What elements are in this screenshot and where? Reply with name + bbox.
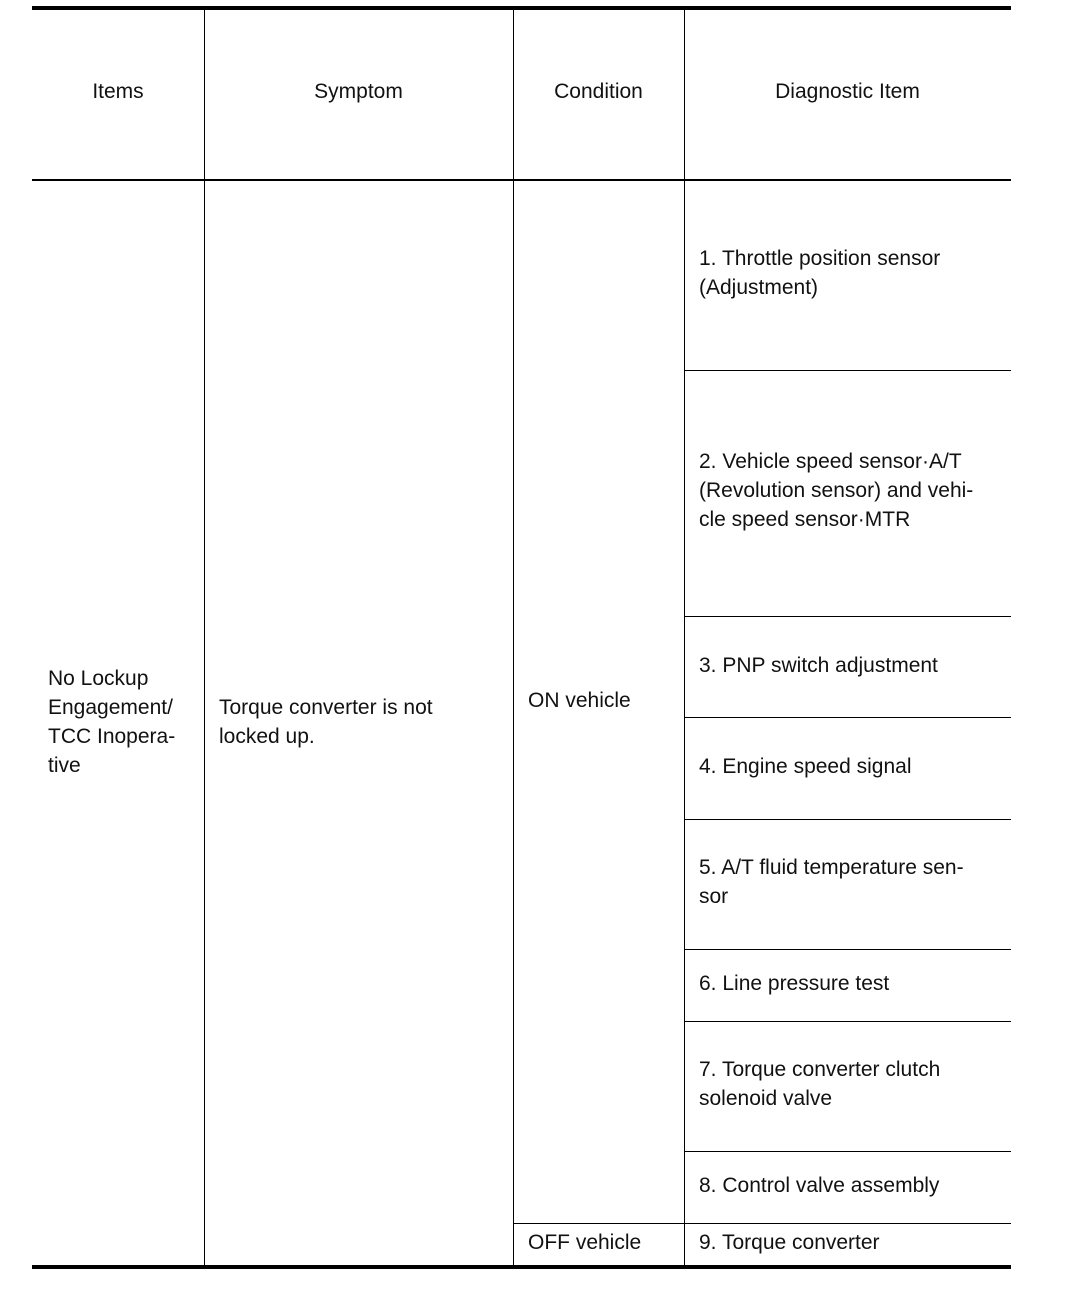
diagnostic-row-separator (684, 370, 1011, 371)
diagnostic-row-separator (684, 1151, 1011, 1152)
table-top-rule (32, 6, 1011, 10)
condition-on-vehicle: ON vehicle (528, 689, 631, 712)
diagnostic-item-1: 1. Throttle position sensor (Adjustment) (699, 247, 941, 299)
header-items: Items (92, 80, 144, 103)
diagnostic-row-separator (684, 616, 1011, 617)
diagnostic-row-separator (684, 949, 1011, 950)
diagnostic-item-7: 7. Torque converter clutch solenoid valve (699, 1058, 941, 1110)
diagnostic-item-9: 9. Torque converter (699, 1231, 880, 1254)
diagnostic-item-2: 2. Vehicle speed sensor·A/T (Revolution sensor) and vehi- cle speed sensor·MTR (699, 450, 974, 531)
diagnostic-item-4: 4. Engine speed signal (699, 755, 912, 778)
diagnostic-row-separator (684, 717, 1011, 718)
diagnostic-item-3: 3. PNP switch adjustment (699, 654, 938, 677)
column-divider-2 (513, 10, 514, 1265)
header-diagnostic-item: Diagnostic Item (775, 80, 920, 103)
header-symptom: Symptom (314, 80, 403, 103)
table-bottom-rule (32, 1265, 1011, 1269)
column-divider-3 (684, 10, 685, 1265)
diagnostic-item-5: 5. A/T fluid temperature sen- sor (699, 856, 964, 908)
symptom-cell: Torque converter is not locked up. (219, 696, 433, 748)
condition-row-separator (513, 1223, 1011, 1224)
column-divider-1 (204, 10, 205, 1265)
diagnostic-item-8: 8. Control valve assembly (699, 1174, 940, 1197)
diagnostic-item-6: 6. Line pressure test (699, 972, 890, 995)
header-condition: Condition (554, 80, 643, 103)
item-cell: No Lockup Engagement/ TCC Inopera- tive (48, 667, 176, 777)
table-header-rule (32, 179, 1011, 181)
diagnostic-row-separator (684, 1021, 1011, 1022)
diagnostic-table (32, 6, 1011, 1270)
diagnostic-row-separator (684, 819, 1011, 820)
condition-off-vehicle: OFF vehicle (528, 1231, 642, 1254)
